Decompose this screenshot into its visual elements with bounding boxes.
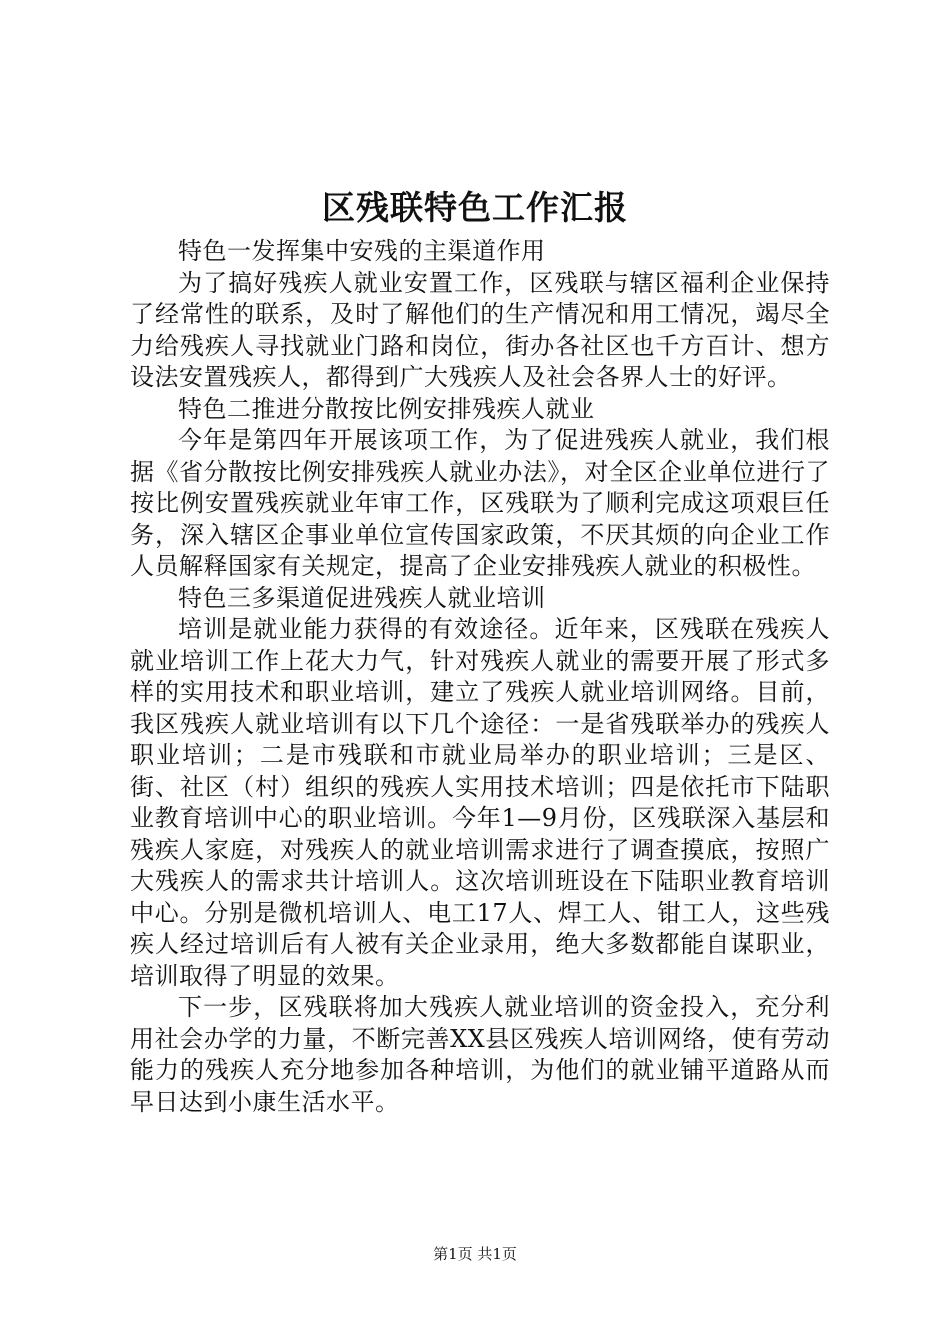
section-heading-2: 特色二推进分散按比例安排残疾人就业 <box>178 394 595 423</box>
page-number-footer: 第1页 共1页 <box>433 1245 517 1263</box>
document-body <box>130 236 830 1118</box>
paragraph-3: 培训是就业能力获得的有效途径。近年来，区残联在残疾人就业培训工作上花大力气，针对残疾人就业的需要开展了形式多样的实用技术和职业培训，建立了残疾人就业培训网络。目前，我区残疾人就业培训有以下几个途径：一是省残联举办的残疾人职业培训；二是市残联和市就业局举办的职业培训；三是区、街、社区（村）组织的残疾人实用技术培训；四是依托市下陆职业教育培训中心的职业培训。今年1—9月份，区残联深入基层和残疾人家庭，对残疾人的就业培训需求进行了调查摸底，按照广大残疾人的需求共计培训人。这次培训班设在下陆职业教育培训中心。分别是微机培训人、电工17人、焊工人、钳工人，这些残疾人经过培训后有人被有关企业录用，绝大多数都能自谋职业，培训取得了明显的效果。 <box>130 615 830 990</box>
paragraph-1: 为了搞好残疾人就业安置工作，区残联与辖区福利企业保持了经常性的联系，及时了解他们的生产情况和用工情况，竭尽全力给残疾人寻找就业门路和岗位，街办各社区也千方百计、想方设法安置残疾人，都得到广大残疾人及社会各界人士的好评。 <box>130 268 830 391</box>
section-heading-3: 特色三多渠道促进残疾人就业培训 <box>178 583 546 612</box>
document-title: 区残联特色工作汇报 <box>322 188 628 227</box>
section-heading-1: 特色一发挥集中安残的主渠道作用 <box>178 237 546 265</box>
paragraph-2: 今年是第四年开展该项工作，为了促进残疾人就业，我们根据《省分散按比例安排残疾人就业办法》，对全区企业单位进行了按比例安置残疾就业年审工作，区残联为了顺利完成这项艰巨任务，深入辖区企事业单位宣传国家政策，不厌其烦的向企业工作人员解释国家有关规定，提高了企业安排残疾人就业的积极性。 <box>130 426 830 580</box>
paragraph-4: 下一步，区残联将加大残疾人就业培训的资金投入，充分利用社会办学的力量，不断完善XX县区残疾人培训网络，使有劳动能力的残疾人充分地参加各种培训，为他们的就业铺平道路从而早日达到小康生活水平。 <box>130 993 830 1116</box>
